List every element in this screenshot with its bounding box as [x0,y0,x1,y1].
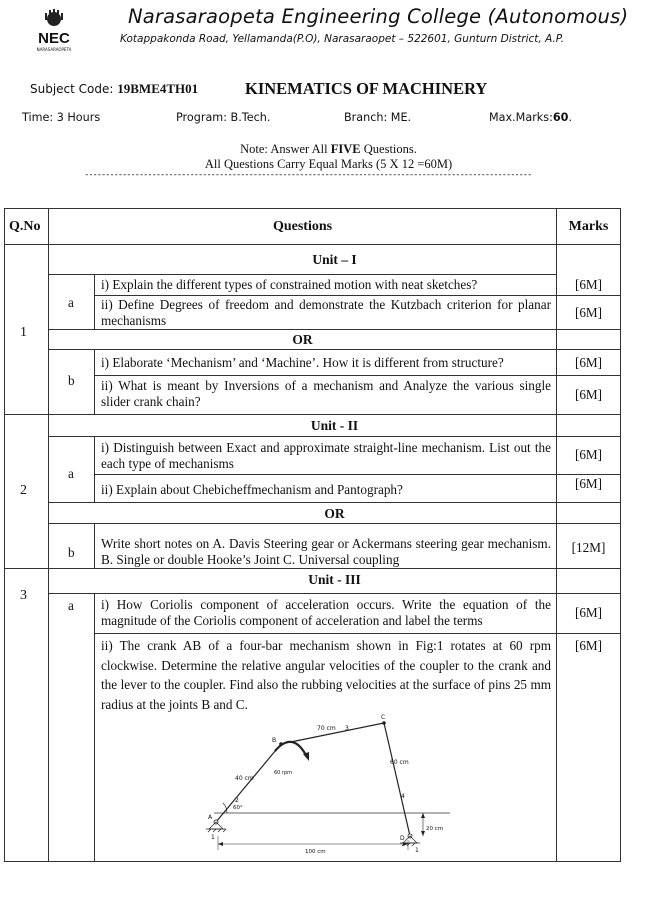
college-address: Kotappakonda Road, Yellamanda(P.O), Narasaraopet – 522601, Gunturn District, A.P. [120,33,565,45]
question-3a-ii: ii) The crank AB of a four-bar mechanism shown in Fig:1 rotates at 60 rpm clockwise. Determine the relative angular velocities of the coupler to the crank and the lever to the coupler. Find also the rubbing velocities at the surface of pins 25 mm radius at the joints B and C. [101,638,551,712]
label-angle: 60° [233,805,243,811]
question-3a-i-marks: [6M] [574,605,603,620]
exam-note-marks: All Questions Carry Equal Marks (5 X 12 =60M) [204,157,453,171]
lever-link [384,723,410,836]
rule [94,523,95,568]
max-marks-value: 60 [552,111,569,124]
unit-3-heading: Unit - III [308,572,361,587]
max-marks-label: Max.Marks: [489,111,553,124]
exam-max-marks: Max.Marks:60. [489,111,573,124]
exam-note [0,142,657,157]
label-point-c: C [381,714,386,721]
label-lever-length: 60 cm [390,759,409,766]
question-1b-ii-marks: [6M] [574,387,603,402]
label-ground-length: 100 cm [305,849,326,854]
four-bar-mechanism-figure [205,712,455,854]
crank-link [216,744,281,822]
rule [94,375,621,376]
rule [4,208,5,862]
label-crank-length: 40 cm [235,775,254,782]
rule [4,208,621,209]
header-questions: Questions [272,219,333,234]
question-2a-ii-marks: [6M] [574,476,603,491]
question-1a-i: i) Explain the different types of constrained motion with neat sketches? [101,277,478,292]
subject-code-line [30,81,198,97]
question-1b-ii: ii) What is meant by Inversions of a mechanism and Analyze the various single slider crank chain? [101,378,551,409]
question-3a-ii-marks: [6M] [574,638,603,653]
or-divider: OR [324,506,345,521]
rule [48,502,621,503]
exam-branch: Branch: ME. [344,111,412,124]
label-crank-num: 2 [235,797,239,804]
question-2-number: 2 [20,483,27,498]
subject-code: 19BME4TH01 [117,81,199,96]
label-lever-num: 4 [401,793,405,800]
label-point-a: A [208,814,213,821]
note-bold: FIVE [330,142,361,156]
rule [94,274,95,329]
logo-text: NEC [38,30,70,47]
question-2a-i-marks: [6M] [574,447,603,462]
rule [48,208,49,862]
rule [48,436,621,437]
question-1a-ii-marks: [6M] [574,305,603,320]
rule [94,349,95,414]
rule [94,474,621,475]
label-coupler-num: 3 [345,725,349,732]
question-3a-label: a [68,598,74,613]
question-3-number: 3 [20,588,27,603]
rule [94,295,621,296]
rule [48,349,621,350]
question-1b-i-marks: [6M] [574,355,603,370]
question-2b-label: b [68,545,75,560]
rule [4,244,621,245]
exam-program: Program: B.Tech. [176,111,271,124]
question-1b-label: b [68,373,75,388]
question-3a-i: i) How Coriolis component of acceleration occurs. Write the equation of the magnitude of the Coriolis component of acceleration and label the terms [101,597,551,628]
question-table [4,208,621,862]
rule [48,274,556,275]
dashed-divider: ---------------------------------------------------------------------------------------------------------- [84,170,532,180]
rule [94,436,95,502]
joint-c [382,721,386,725]
question-2a-i: i) Distinguish between Exact and approximate straight-line mechanism. List out the each type of mechanisms [101,440,551,471]
unit-1-heading: Unit – I [312,252,357,267]
label-coupler-length: 70 cm [317,725,336,732]
rule [4,568,621,569]
rule [620,208,621,862]
label-point-d: D [400,835,405,842]
or-divider: OR [292,332,313,347]
note-post: Questions. [360,142,417,156]
rule [48,593,621,594]
rule [94,593,95,862]
rule [4,414,621,415]
label-point-b: B [272,737,277,744]
question-1a-label: a [68,295,74,310]
rule [94,633,621,634]
rule [48,329,621,330]
question-1a-ii: ii) Define Degrees of freedom and demonstrate the Kutzbach criterion for planar mechanisms [101,297,551,328]
question-1b-i: i) Elaborate ‘Mechanism’ and ‘Machine’. How it is different from structure? [101,355,504,370]
header-marks: Marks [568,219,609,234]
label-offset: 20 cm [426,826,444,832]
label-speed: 60 rpm [274,770,293,776]
rule [48,523,621,524]
exam-time: Time: 3 Hours [22,111,101,124]
note-pre: Note: Answer All [240,142,331,156]
subject-title: KINEMATICS OF MACHINERY [245,79,488,98]
label-fixed-right: 1 [415,847,419,854]
question-1-number: 1 [20,325,27,340]
unit-2-heading: Unit - II [310,418,359,433]
college-name: Narasaraopeta Engineering College (Autonomous) [128,5,629,28]
question-2a-ii: ii) Explain about Chebicheffmechanism and Pantograph? [101,482,403,497]
rule [4,861,621,862]
logo-subtext: NARASARAOPETA [36,47,72,52]
logo-emblem-icon [45,9,63,26]
label-fixed-left: 1 [211,834,215,841]
question-2b-text: Write short notes on A. Davis Steering gear or Ackermans steering gear mechanism. B. Single or double Hooke’s Joint C. Universal coupling [101,536,551,567]
question-2a-label: a [68,466,74,481]
college-logo [27,8,81,54]
header-qno: Q.No [9,219,41,234]
question-1a-i-marks: [6M] [574,277,603,292]
subject-code-label: Subject Code: [30,82,118,96]
question-2b-marks: [12M] [571,540,606,555]
